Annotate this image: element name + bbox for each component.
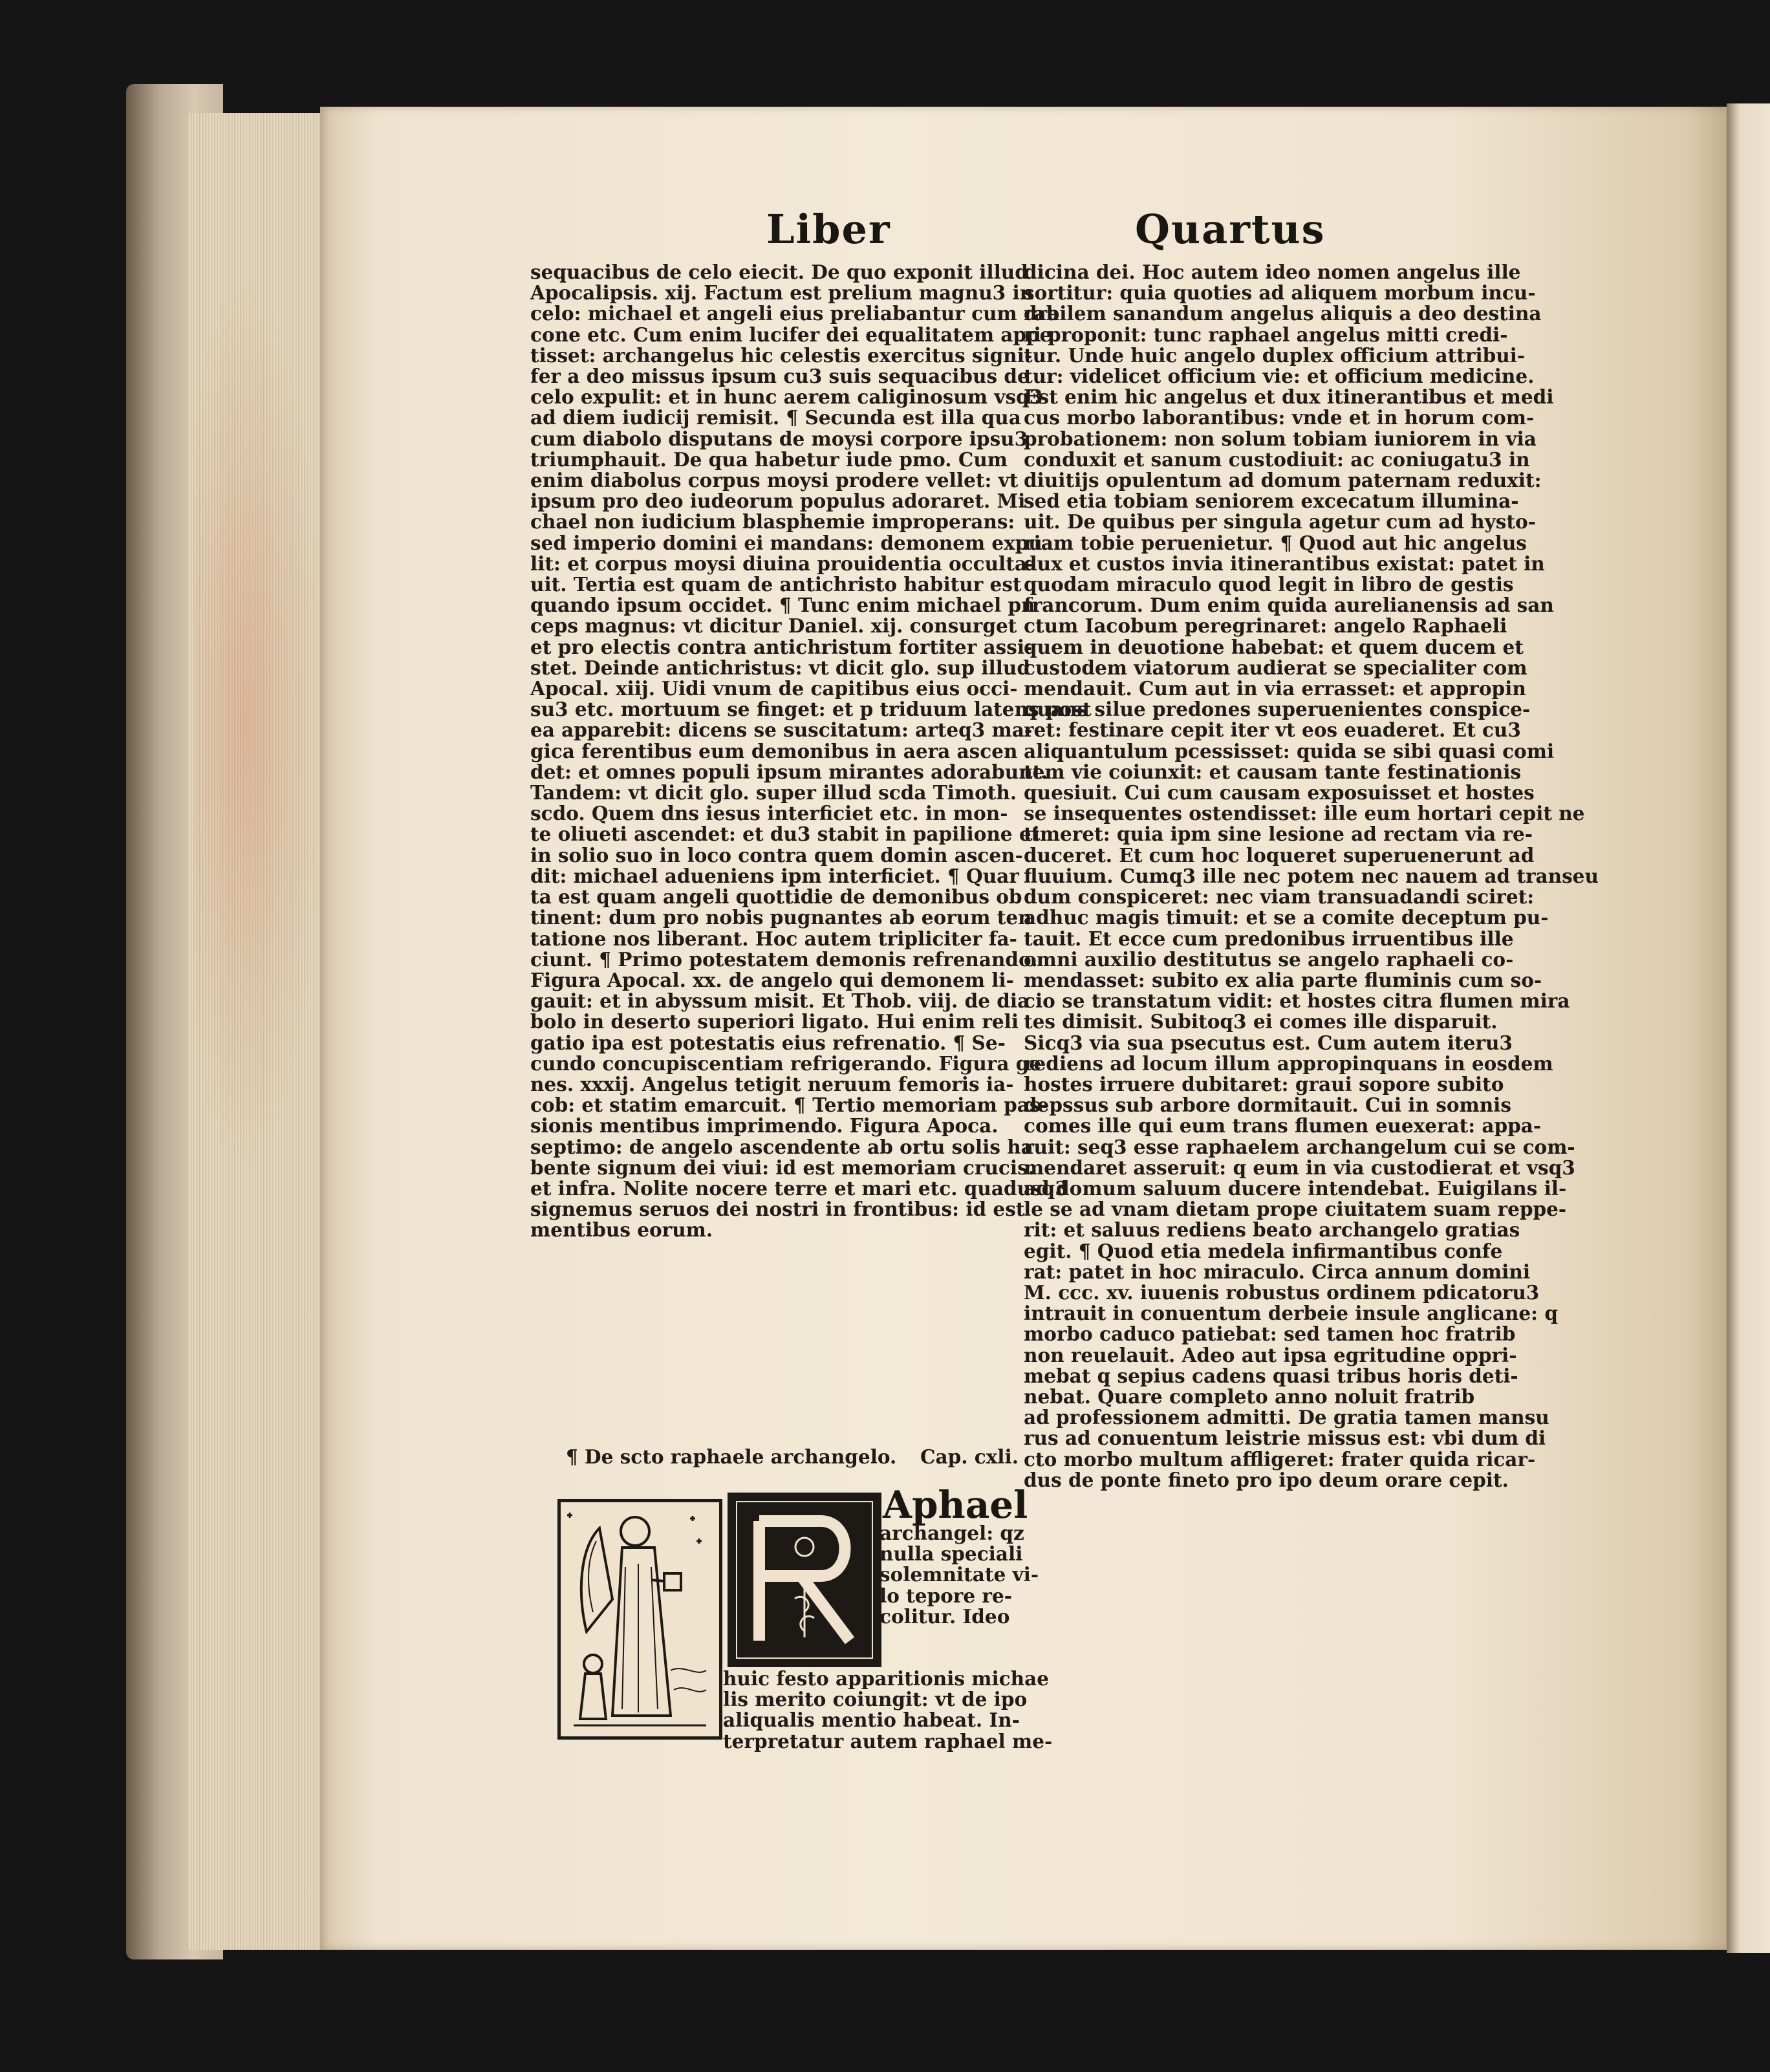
- text-line: uit. De quibus per singula agetur cum ad hysto-: [1024, 510, 1536, 534]
- text-line: Tandem: vt dicit glo. super illud scda Timoth.: [530, 781, 1017, 804]
- text-line: tem vie coiunxit: et causam tante festinationis: [1024, 760, 1522, 783]
- text-line: aliqualis mentio habeat. In-: [723, 1709, 1020, 1732]
- text-line: ret: festinare cepit iter vt eos euaderet. Et cu3: [1024, 718, 1521, 742]
- text-line: cio se transtatum vidit: et hostes citra flumen mira: [1024, 989, 1570, 1013]
- text-line: ipsum pro deo iudeorum populus adoraret. Mi: [530, 490, 1026, 513]
- text-line: ctum Iacobum peregrinaret: angelo Raphaeli: [1024, 614, 1507, 638]
- text-line: gica ferentibus eum demonibus in aera ascen: [530, 739, 1018, 762]
- text-line: mendasset: subito ex alia parte fluminis cum so-: [1024, 968, 1542, 991]
- text-line: intrauit in conuentum derbeie insule anglicane: q: [1024, 1302, 1558, 1325]
- text-line: hostes irruere dubitaret: graui sopore subito: [1024, 1072, 1504, 1095]
- text-line: nulla speciali: [880, 1542, 1023, 1566]
- chapter-heading: [566, 1445, 1019, 1468]
- text-line: ruit: seq3 esse raphaelem archangelum cui se com-: [1024, 1135, 1575, 1158]
- text-line: quesiuit. Cui cum causam exposuisset et hostes: [1024, 781, 1535, 804]
- text-line: cone etc. Cum enim lucifer dei equalitatem appe: [530, 323, 1052, 346]
- text-line: cus morbo laborantibus: vnde et in horum com-: [1024, 406, 1535, 429]
- text-line: dus de ponte fineto pro ipo deum orare cepit.: [1024, 1468, 1509, 1491]
- text-line: tur. Unde huic angelo duplex officium attribui-: [1024, 343, 1526, 367]
- text-line: sed imperio domini ei mandans: demonem expu: [530, 531, 1042, 554]
- text-line: rit: et saluus rediens beato archangelo gratias: [1024, 1218, 1520, 1242]
- text-line: rabilem sanandum angelus aliquis a deo destina: [1024, 302, 1542, 325]
- text-line: morbo caduco patiebat: sed tamen hoc fratrib: [1024, 1322, 1516, 1346]
- text-line: quodam miraculo quod legit in libro de gestis: [1024, 573, 1514, 596]
- text-line: comes ille qui eum trans flumen euexerat: appa-: [1024, 1114, 1542, 1138]
- text-line: lit: et corpus moysi diuina prouidentia occulta-: [530, 552, 1035, 575]
- chapter-title: ¶ De scto raphaele archangelo.: [566, 1445, 897, 1468]
- text-line: in solio suo in loco contra quem domin ascen-: [530, 843, 1023, 867]
- text-line: uit. Tertia est quam de antichristo habitur est: [530, 573, 1022, 596]
- text-line: sionis mentibus imprimendo. Figura Apoca.: [530, 1114, 998, 1138]
- text-line: Est enim hic angelus et dux itinerantibus et medi: [1024, 385, 1554, 409]
- text-line: rat: patet in hoc miraculo. Circa annum domini: [1024, 1260, 1531, 1283]
- chapter-number: Cap. cxli.: [920, 1445, 1019, 1468]
- right-column: [1024, 261, 1599, 1491]
- text-line: conduxit et sanum custodiuit: ac coniugatu3 in: [1024, 448, 1530, 471]
- text-line: ri proponit: tunc raphael angelus mitti credi-: [1024, 323, 1508, 346]
- text-line: te oliueti ascendet: et du3 stabit in papilione et: [530, 823, 1041, 846]
- text-line: custodem viatorum audierat se specialiter com: [1024, 656, 1527, 679]
- angel-woodcut-illustration: [557, 1499, 722, 1740]
- text-line: mendauit. Cum aut in via errasset: et appropin: [1024, 677, 1526, 700]
- text-line: mebat q sepius cadens quasi tribus horis deti-: [1024, 1364, 1518, 1387]
- text-line: sortitur: quia quoties ad aliquem morbum incu-: [1024, 281, 1536, 305]
- text-line: le se ad vnam dietam prope ciuitatem suam reppe-: [1024, 1198, 1567, 1221]
- facing-page-edge: [1727, 103, 1770, 1953]
- text-line: ad domum saluum ducere intendebat. Euigilans il-: [1024, 1176, 1567, 1200]
- text-beside-initial: [880, 1522, 1039, 1628]
- text-line: duceret. Et cum hoc loqueret superuenerunt ad: [1024, 843, 1535, 867]
- text-line: dux et custos invia itinerantibus existat: patet in: [1024, 552, 1545, 575]
- text-line: triumphauit. De qua habetur iude pmo. Cum: [530, 448, 1008, 471]
- text-line: Sicq3 via sua psecutus est. Cum autem iteru3: [1024, 1031, 1513, 1054]
- text-line: omni auxilio destitutus se angelo raphaeli co-: [1024, 947, 1514, 971]
- text-line: fluuium. Cumq3 ille nec potem nec nauem ad transeu: [1024, 864, 1599, 887]
- text-line: lo tepore re-: [880, 1584, 1012, 1607]
- text-line: ta est quam angeli quottidie de demonibus ob: [530, 885, 1022, 909]
- text-below-initial: [723, 1667, 1053, 1753]
- decorated-initial-r: [728, 1493, 881, 1667]
- text-line: quem in deuotione habebat: et quem ducem et: [1024, 635, 1524, 658]
- text-line: adhuc magis timuit: et se a comite deceptum pu-: [1024, 906, 1549, 929]
- text-line: fer a deo missus ipsum cu3 suis sequacibus de: [530, 365, 1030, 388]
- text-line: timeret: quia ipm sine lesione ad rectam via re-: [1024, 823, 1533, 846]
- text-line: terpretatur autem raphael me-: [723, 1729, 1053, 1753]
- text-line: scdo. Quem dns iesus interficiet etc. in mon-: [530, 802, 1008, 825]
- text-line: tisset: archangelus hic celestis exercitus signi-: [530, 343, 1033, 367]
- text-line: det: et omnes populi ipsum mirantes adorabunt.: [530, 760, 1048, 783]
- text-line: ciunt. ¶ Primo potestatem demonis refrenando.: [530, 947, 1038, 971]
- text-line: et pro electis contra antichristum fortiter assi-: [530, 635, 1033, 658]
- text-line: Apocal. xiij. Uidi vnum de capitibus eius occi-: [530, 677, 1018, 700]
- text-line: nebat. Quare completo anno noluit fratrib: [1024, 1385, 1475, 1408]
- text-line: dicina dei. Hoc autem ideo nomen angelus ille: [1024, 261, 1521, 283]
- text-line: ad professionem admitti. De gratia tamen mansu: [1024, 1406, 1549, 1429]
- text-line: non reuelauit. Adeo aut ipsa egritudine oppri-: [1024, 1343, 1517, 1366]
- running-head-left: Liber: [766, 206, 891, 253]
- text-line: su3 etc. mortuum se finget: et p triduum latens post: [530, 698, 1092, 721]
- text-line: francorum. Dum enim quida aurelianensis ad san: [1024, 594, 1554, 617]
- text-line: tur: videlicet officium vie: et officium medicine.: [1024, 365, 1535, 388]
- text-line: et infra. Nolite nocere terre et mari etc. quadusq3: [530, 1176, 1068, 1200]
- chapter-start-word: Aphael: [883, 1483, 1028, 1527]
- text-line: sequacibus de celo eiecit. De quo exponit illud: [530, 261, 1028, 283]
- text-line: M. ccc. xv. iuuenis robustus ordinem pdicatoru3: [1024, 1280, 1540, 1304]
- text-line: stet. Deinde antichristus: vt dicit glo. sup illud: [530, 656, 1030, 679]
- text-line: Figura Apocal. xx. de angelo qui demonem li-: [530, 968, 1014, 991]
- text-line: septimo: de angelo ascendente ab ortu solis ha: [530, 1135, 1033, 1158]
- text-line: rediens ad locum illum appropinquans in eosdem: [1024, 1052, 1553, 1075]
- text-line: tes dimisit. Subitoq3 ei comes ille disparuit.: [1024, 1010, 1498, 1033]
- text-line: quando ipsum occidet. ¶ Tunc enim michael pn: [530, 594, 1035, 617]
- text-line: celo: michael et angeli eius preliabantur cum dra: [530, 302, 1060, 325]
- text-line: diuitijs opulentum ad domum paternam reduxit:: [1024, 469, 1542, 492]
- text-line: cum diabolo disputans de moysi corpore ipsu3: [530, 427, 1028, 450]
- text-line: quans silue predones superuenientes conspice-: [1024, 698, 1531, 721]
- text-line: ceps magnus: vt dicitur Daniel. xij. consurget: [530, 614, 1017, 638]
- text-line: celo expulit: et in hunc aerem caliginosum vsq3: [530, 385, 1043, 409]
- text-line: depssus sub arbore dormitauit. Cui in somnis: [1024, 1094, 1511, 1117]
- text-line: nes. xxxij. Angelus tetigit neruum femoris ia-: [530, 1072, 1014, 1095]
- text-line: probationem: non solum tobiam iuniorem in via: [1024, 427, 1537, 450]
- text-line: cto morbo multum affligeret: frater quida ricar-: [1024, 1447, 1536, 1471]
- text-line: lis merito coiungit: vt de ipo: [723, 1688, 1028, 1711]
- text-line: ad diem iudicij remisit. ¶ Secunda est illa qua: [530, 406, 1021, 429]
- text-line: gatio ipa est potestatis eius refrenatio. ¶ Se-: [530, 1031, 1006, 1054]
- text-line: aliquantulum pcessisset: quida se sibi quasi comi: [1024, 739, 1555, 762]
- text-line: rus ad conuentum leistrie missus est: vbi dum di: [1024, 1427, 1546, 1450]
- text-line: chael non iudicium blasphemie improperans:: [530, 510, 1015, 534]
- text-line: cob: et statim emarcuit. ¶ Tertio memoriam pas-: [530, 1094, 1048, 1117]
- text-line: tauit. Et ecce cum predonibus irruentibus ille: [1024, 927, 1514, 950]
- text-line: mentibus eorum.: [530, 1218, 713, 1242]
- page-stain: [194, 272, 323, 1177]
- text-line: tatione nos liberant. Hoc autem tripliciter fa-: [530, 927, 1017, 950]
- text-line: signemus seruos dei nostri in frontibus: id est: [530, 1198, 1025, 1221]
- text-line: tinent: dum pro nobis pugnantes ab eorum ten: [530, 906, 1032, 929]
- text-line: colitur. Ideo: [880, 1604, 1010, 1628]
- text-line: dit: michael adueniens ipm interficiet. ¶ Quar: [530, 864, 1019, 887]
- text-line: egit. ¶ Quod etia medela infirmantibus confe: [1024, 1239, 1503, 1262]
- running-head-right: Quartus: [1135, 206, 1326, 253]
- text-line: cundo concupiscentiam refrigerando. Figura ge: [530, 1052, 1042, 1075]
- text-line: se insequentes ostendisset: ille eum hortari cepit ne: [1024, 802, 1585, 825]
- text-line: archangel: qz: [880, 1522, 1024, 1544]
- text-line: huic festo apparitionis michae: [723, 1667, 1049, 1690]
- text-line: riam tobie peruenietur. ¶ Quod aut hic angelus: [1024, 531, 1527, 554]
- left-column: [530, 261, 1092, 1242]
- text-line: gauit: et in abyssum misit. Et Thob. viij. de dia: [530, 989, 1030, 1013]
- text-line: bente signum dei viui: id est memoriam crucis.: [530, 1156, 1035, 1179]
- text-line: enim diabolus corpus moysi prodere vellet: vt: [530, 469, 1019, 492]
- text-line: Apocalipsis. xij. Factum est prelium magnu3 in: [530, 281, 1034, 305]
- text-line: dum conspiceret: nec viam transuadandi sciret:: [1024, 885, 1535, 909]
- text-line: ea apparebit: dicens se suscitatum: arteq3 ma-: [530, 718, 1033, 742]
- text-line: mendaret asseruit: q eum in via custodierat et vsq3: [1024, 1156, 1575, 1179]
- text-line: bolo in deserto superiori ligato. Hui enim reli: [530, 1010, 1019, 1033]
- text-line: sed etia tobiam seniorem excecatum illumina-: [1024, 490, 1519, 513]
- text-line: solemnitate vi-: [880, 1563, 1039, 1586]
